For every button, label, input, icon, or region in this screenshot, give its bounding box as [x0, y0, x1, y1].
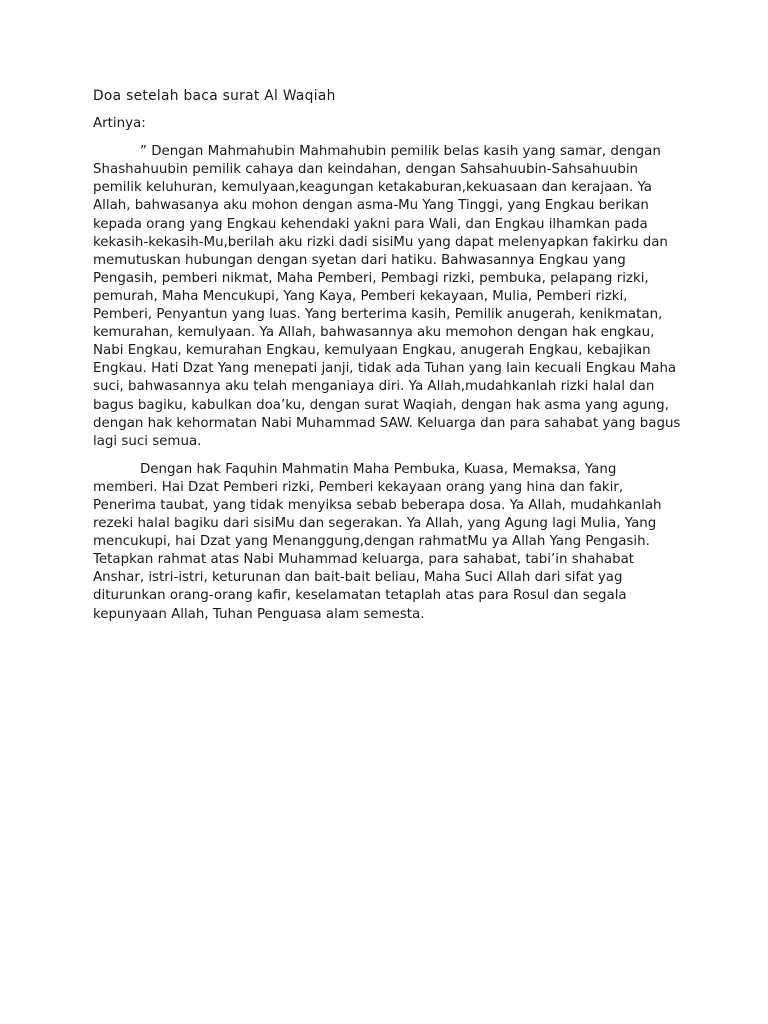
document-body	[93, 87, 683, 634]
translation-label: Artinya:	[93, 116, 146, 132]
paragraph-1: ” Dengan Mahmahubin Mahmahubin pemilik belas kasih yang samar, dengan Shashahuubin pemilik cahaya dan keindahan, dengan Sahsahuubin-Sahsahuubin pemilik keluhuran, kemulyaan,keagungan ketakaburan,kekuasaan dan kerajaan. Ya Allah, bahwasanya aku mohon dengan asma-Mu Yang Tinggi, yang Engkau berikan kepada orang yang Engkau kehendaki yakni para Wali, dan Engkau ilhamkan pada kekasih-kekasih-Mu,berilah aku rizki dadi sisiMu yang dapat melenyapkan fakirku dan memutuskan hubungan dengan syetan dari hatiku. Bahwasannya Engkau yang Pengasih, pemberi nikmat, Maha Pemberi, Pembagi rizki, pembuka, pelapang rizki, pemurah, Maha Mencukupi, Yang Kaya, Pemberi kekayaan, Mulia, Pemberi rizki, Pemberi, Penyantun yang luas. Yang berterima kasih, Pemilik anugerah, kenikmatan, kemurahan, kemulyaan. Ya Allah, bahwasannya aku memohon dengan hak engkau, Nabi Engkau, kemurahan Engkau, kemulyaan Engkau, anugerah Engkau, kebajikan Engkau. Hati Dzat Yang menepati janji, tidak ada Tuhan yang lain kecuali Engkau Maha suci, bahwasannya aku telah menganiaya diri. Ya Allah,mudahkanlah rizki halal dan bagus bagiku, kabulkan doa’ku, dengan surat Waqiah, dengan hak asma yang agung, dengan hak kehormatan Nabi Muhammad SAW. Keluarga dan para sahabat yang bagus lagi suci semua.	[93, 144, 681, 449]
document-title: Doa setelah baca surat Al Waqiah	[93, 88, 336, 104]
paragraph-2: Dengan hak Faquhin Mahmatin Maha Pembuka, Kuasa, Memaksa, Yang memberi. Hai Dzat Pemberi rizki, Pemberi kekayaan orang yang hina dan fakir, Penerima taubat, yang tidak menyiksa sebab beberapa dosa. Ya Allah, mudahkanlah rezeki halal bagiku dari sisiMu dan segerakan. Ya Allah, yang Agung lagi Mulia, Yang mencukupi, hai Dzat yang Menanggung,dengan rahmatMu ya Allah Yang Pengasih. Tetapkan rahmat atas Nabi Muhammad keluarga, para sahabat, tabi’in shahabat Anshar, istri-istri, keturunan dan bait-bait beliau, Maha Suci Allah dari sifat yag diturunkan orang-orang kafir, keselamatan tetaplah atas para Rosul dan segala kepunyaan Allah, Tuhan Penguasa alam semesta.	[93, 461, 662, 622]
